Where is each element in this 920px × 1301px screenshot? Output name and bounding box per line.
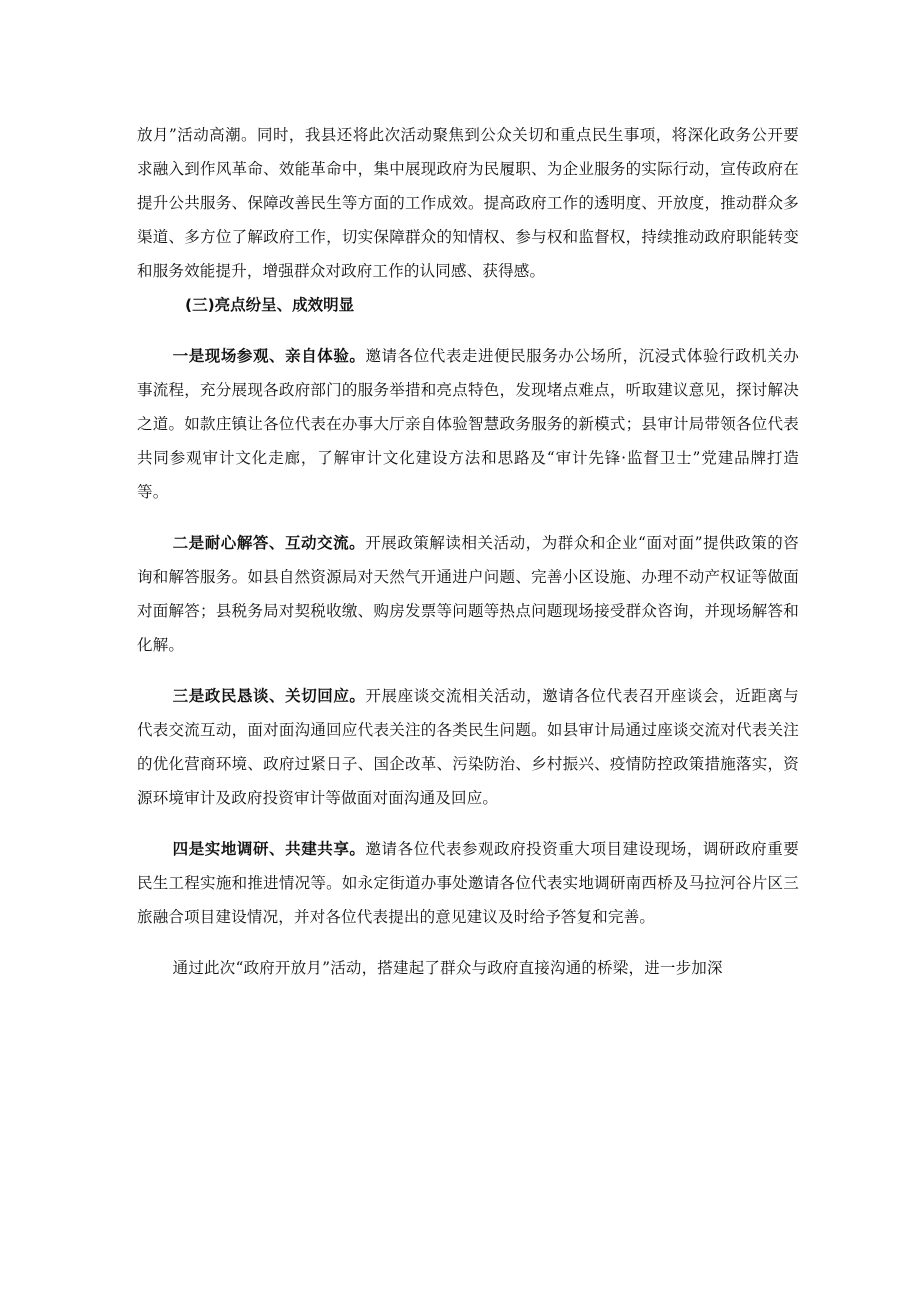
document-page	[137, 118, 799, 985]
paragraph-point-1	[137, 339, 799, 509]
section-heading: (三)亮点纷呈、成效明显	[185, 296, 355, 314]
lead-phrase: 四是实地调研、共建共享。	[172, 840, 366, 858]
paragraph-body: 邀请各位代表参观政府投资重大项目建设现场，调研政府重要民生工程实施和推进情况等。如永定街道办事处邀请各位代表实地调研南西桥及马拉河谷片区三旅融合项目建设情况，并对各位代表提出的意见建议及时给予答复和完善。	[137, 840, 799, 926]
lead-phrase: 三是政民恳谈、关切回应。	[172, 687, 366, 705]
paragraph-point-3	[137, 679, 799, 815]
paragraph-body: 邀请各位代表走进便民服务办公场所，沉浸式体验行政机关办事流程，充分展现各政府部门的服务举措和亮点特色，发现堵点难点，听取建议意见，探讨解决之道。如款庄镇让各位代表在办事大厅亲自体验智慧政务服务的新模式；县审计局带领各位代表共同参观审计文化走廊，了解审计文化建设方法和思路及“审计先锋·监督卫士”党建品牌打造等。	[137, 347, 799, 501]
paragraph-conclusion: 通过此次“政府开放月”活动，搭建起了群众与政府直接沟通的桥梁，进一步加深	[172, 959, 723, 977]
paragraph-body: 开展座谈交流相关活动，邀请各位代表召开座谈会，近距离与代表交流互动，面对面沟通回应代表关注的各类民生问题。如县审计局通过座谈交流对代表关注的优化营商环境、政府过紧日子、国企改革、污染防治、乡村振兴、疫情防控政策措施落实，资源环境审计及政府投资审计等做面对面沟通及回应。	[137, 687, 799, 807]
paragraph-point-4	[137, 832, 799, 934]
lead-phrase: 二是耐心解答、互动交流。	[172, 534, 366, 552]
paragraph-intro: 放月”活动高潮。同时，我县还将此次活动聚焦到公众关切和重点民生事项，将深化政务公开要求融入到作风革命、效能革命中，集中展现政府为民履职、为企业服务的实际行动，宣传政府在提升公共服务、保障改善民生等方面的工作成效。提高政府工作的透明度、开放度，推动群众多渠道、多方位了解政府工作，切实保障群众的知情权、参与权和监督权，持续推动政府职能转变和服务效能提升，增强群众对政府工作的认同感、获得感。	[137, 126, 799, 280]
lead-phrase: 一是现场参观、亲自体验。	[172, 347, 366, 365]
paragraph-body: 开展政策解读相关活动，为群众和企业“面对面”提供政策的咨询和解答服务。如县自然资源局对天然气开通进户问题、完善小区设施、办理不动产权证等做面对面解答；县税务局对契税收缴、购房发票等问题等热点问题现场接受群众咨询，并现场解答和化解。	[137, 534, 799, 654]
paragraph-point-2	[137, 526, 799, 662]
